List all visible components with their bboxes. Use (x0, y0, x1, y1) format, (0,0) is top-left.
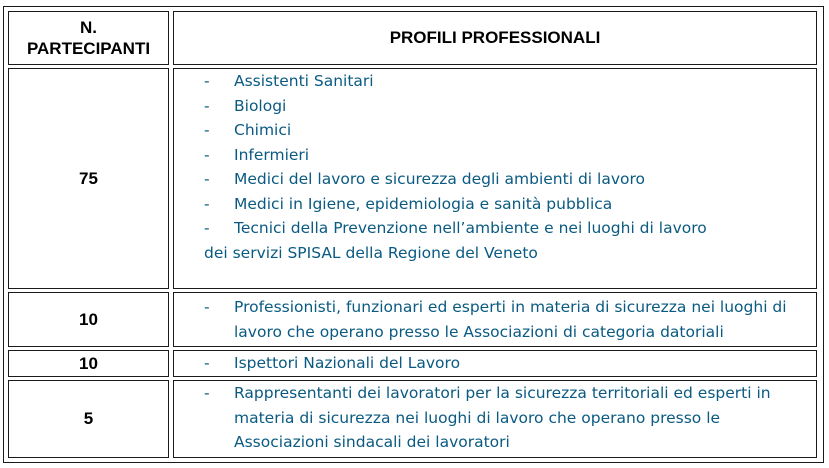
header-profiles-label: PROFILI PROFESSIONALI (389, 28, 601, 47)
row-count: 10 (79, 353, 98, 373)
profile-item: - Assistenti Sanitari (204, 72, 374, 90)
row-count-cell (8, 68, 169, 289)
header-profiles-cell (173, 11, 817, 65)
row-count: 5 (83, 409, 94, 428)
profile-item: - Biologi (204, 96, 287, 115)
profile-item: - Ispettori Nazionali del Lavoro (204, 354, 461, 372)
row-count-cell (8, 350, 169, 377)
profile-item: - Medici in Igiene, epidemiologia e sanità pubblica (204, 194, 613, 213)
profile-item: - Medici del lavoro e sicurezza degli ambienti di lavoro (204, 170, 645, 188)
row-profiles-cell (173, 68, 817, 289)
participants-table (3, 6, 824, 463)
row-count: 10 (79, 309, 98, 329)
header-participants-line2: PARTECIPANTI (26, 39, 151, 58)
profile-item: - Chimici (204, 121, 292, 139)
profile-item: - Tecnici della Prevenzione nell’ambiente e nei luoghi di lavoro (204, 219, 707, 237)
header-participants-cell (8, 11, 169, 65)
profile-item: - Infermieri (204, 145, 310, 164)
profile-continuation: dei servizi SPISAL della Regione del Veneto (204, 243, 538, 262)
profile-item: - Professionisti, funzionari ed esperti in materia di sicurezza nei luoghi di lavoro che operano presso le Associazioni di categoria datoriali (204, 298, 787, 341)
row-profiles-cell (173, 292, 817, 347)
row-count: 75 (79, 168, 98, 188)
row-profiles-cell (173, 350, 817, 377)
row-count-cell (8, 292, 169, 347)
row-profiles-cell (173, 380, 817, 458)
row-count-cell (8, 380, 169, 458)
header-participants-line1: N. (80, 18, 97, 37)
profile-item: - Rappresentanti dei lavoratori per la sicurezza territoriali ed esperti in materia di sicurezza nei luoghi di lavoro che operano presso le Associazioni sindacali dei lavoratori (204, 384, 771, 451)
